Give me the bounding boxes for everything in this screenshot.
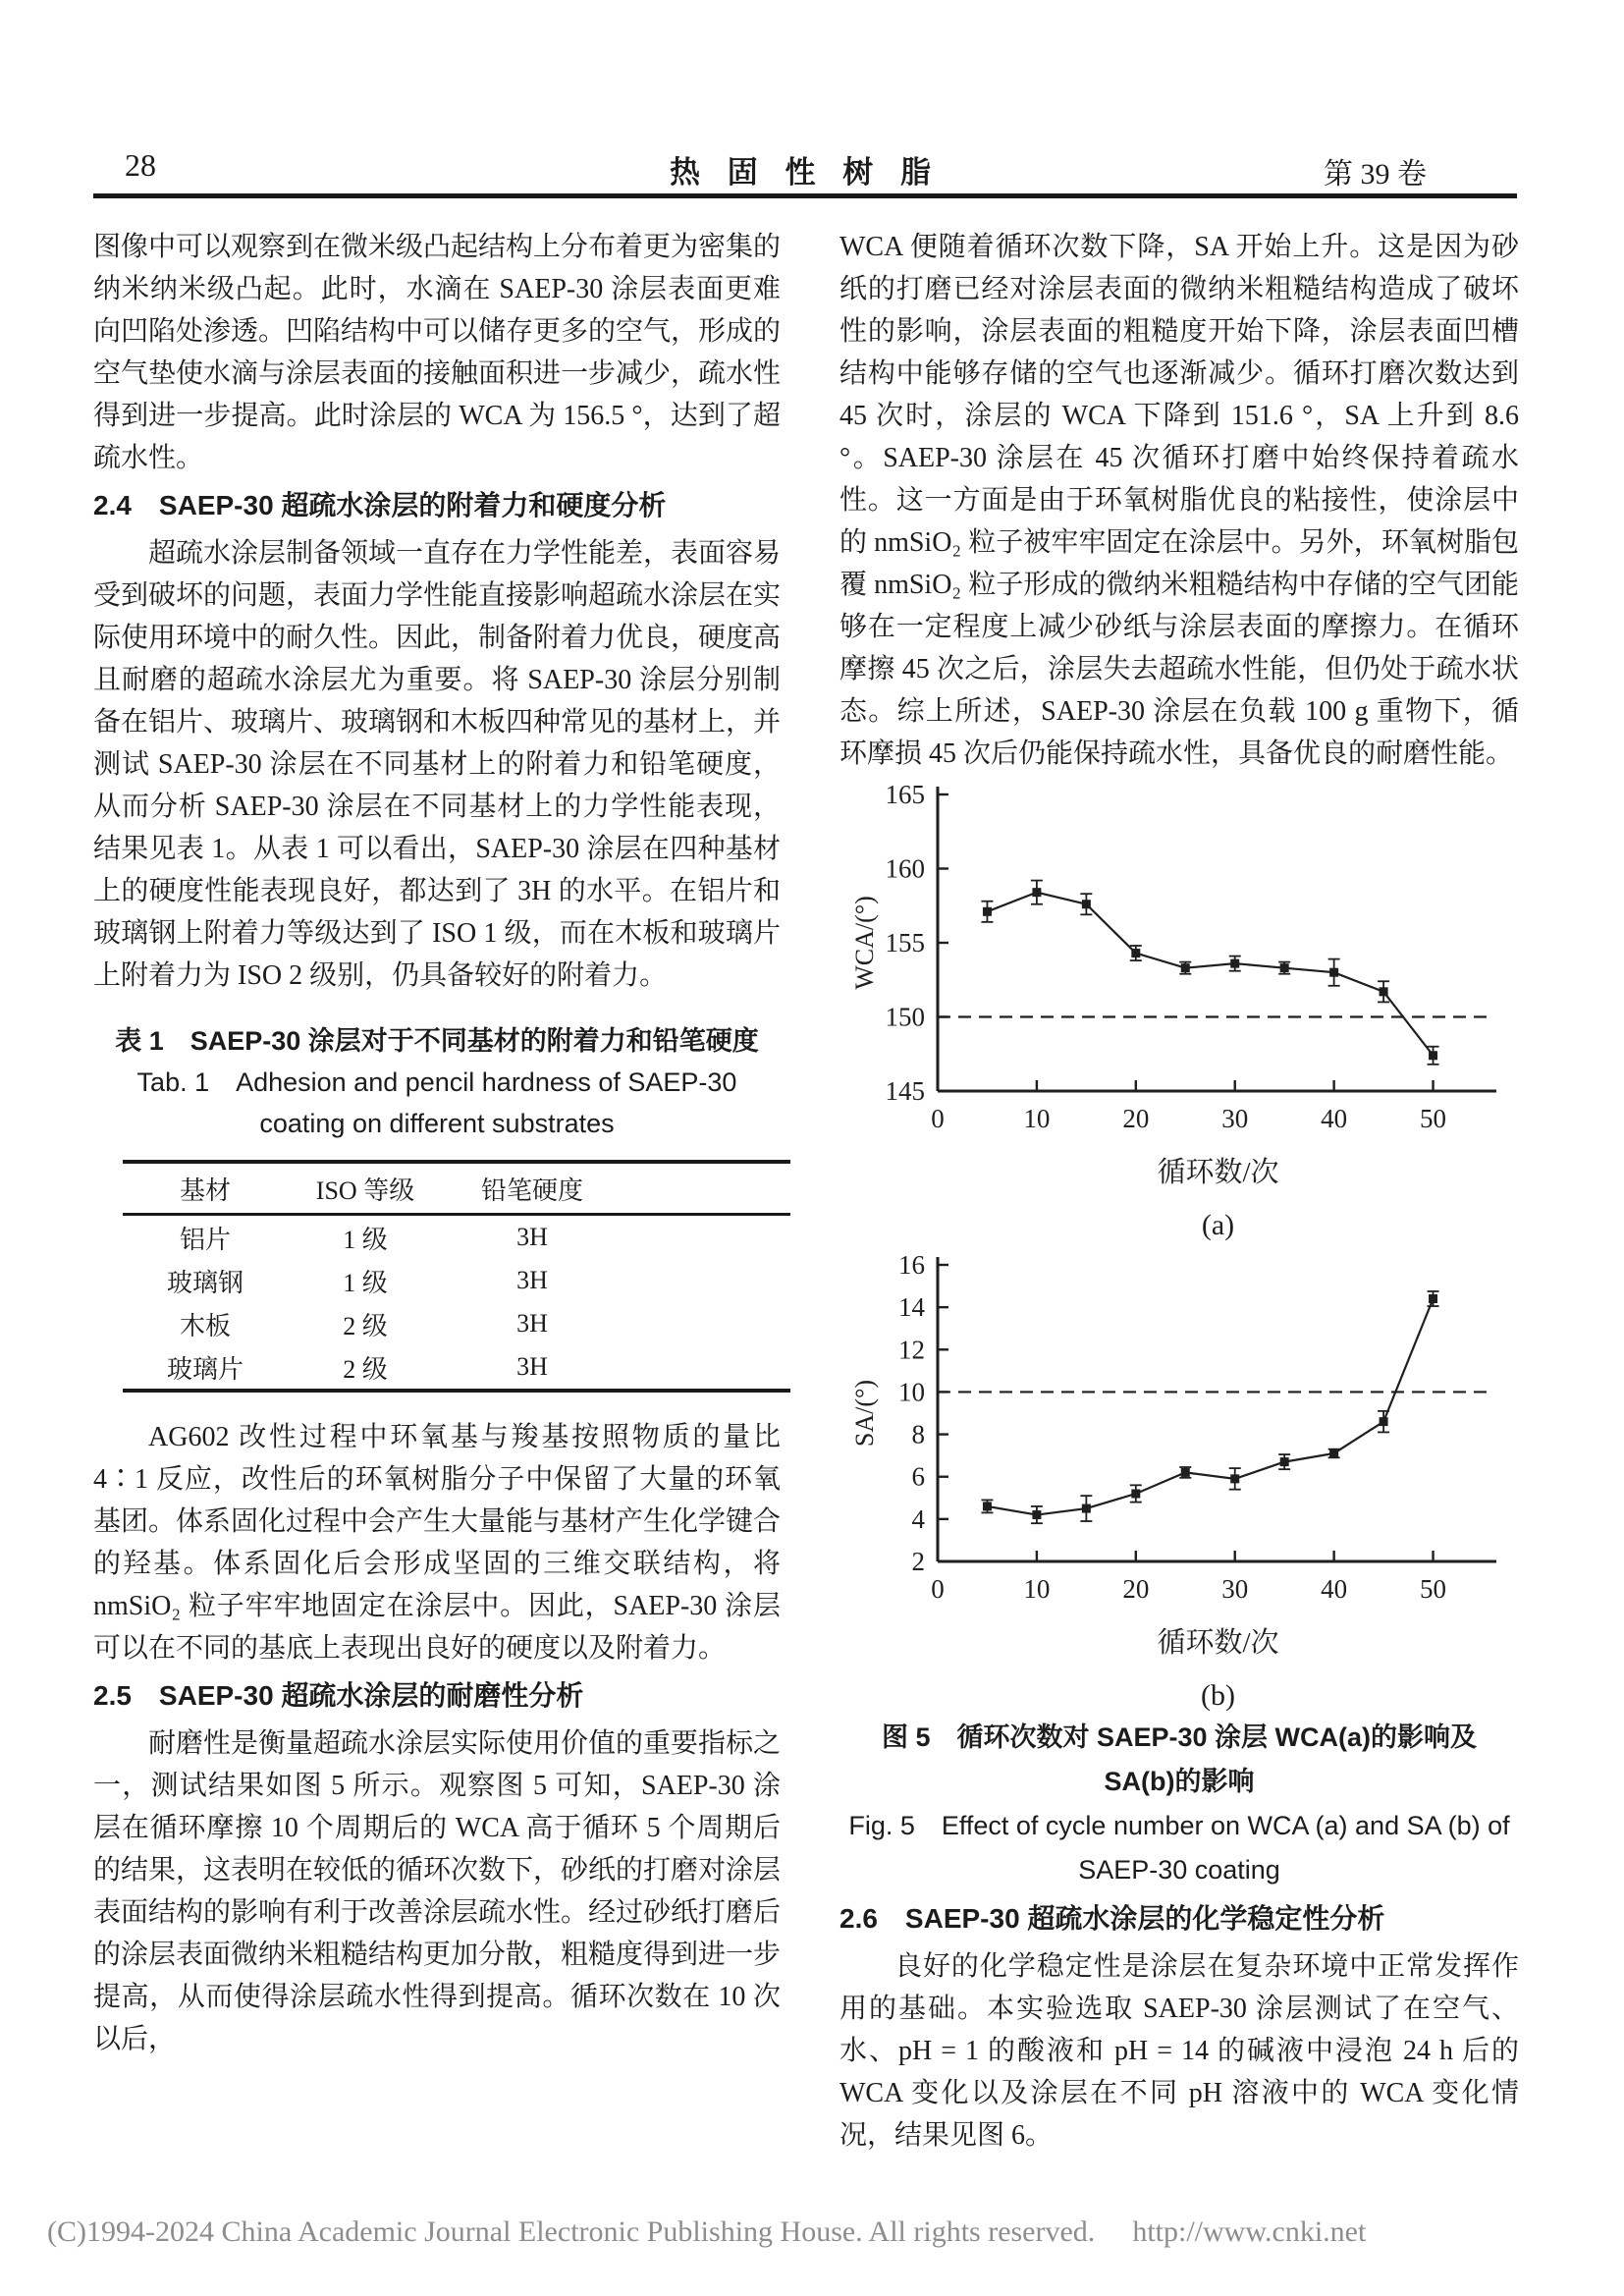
table1-cell: 1 级 <box>343 1268 388 1297</box>
paragraph-2-6: 良好的化学稳定性是涂层在复杂环境中正常发挥作用的基础。本实验选取 SAEP-30 涂层测试了在空气、水、pH = 1 的酸液和 pH = 14 的碱液中浸泡 24 h 后的 WCA 变化以及涂层在不同 pH 溶液中的 WCA 变化情况，结果见图 6。 <box>839 1951 1520 2151</box>
svg-text:40: 40 <box>1321 1104 1348 1133</box>
table1-cell: 木板 <box>179 1311 231 1340</box>
table1-cell: 3H <box>516 1266 548 1294</box>
svg-text:160: 160 <box>885 853 925 884</box>
svg-text:10: 10 <box>898 1377 925 1407</box>
table1-cell: 2 级 <box>343 1354 388 1384</box>
section-heading-2-6: 2.6 SAEP-30 超疏水涂层的化学稳定性分析 <box>839 1903 1385 1934</box>
table1-cell: 3H <box>516 1223 548 1251</box>
table-row <box>123 1259 790 1302</box>
table1-cell: 玻璃片 <box>166 1354 244 1384</box>
table1-header-filler <box>622 1162 790 1215</box>
paragraph-intro: 图像中可以观察到在微米级凸起结构上分布着更为密集的纳米纳米级凸起。此时，水滴在 SAEP-30 涂层表面更难向凹陷处渗透。凹陷结构中可以储存更多的空气，形成的空气垫使水滴与涂层表面的接触面积进一步减少，疏水性得到进一步提高。此时涂层的 WCA 为 156.5 °，达到了超疏水性。 <box>93 232 782 473</box>
table-row <box>123 1302 790 1345</box>
svg-text:40: 40 <box>1321 1574 1348 1604</box>
table1-cell: 1 级 <box>343 1225 388 1254</box>
table1-caption-en-line1: Tab. 1 Adhesion and pencil hardness of SAEP-30 <box>136 1067 737 1097</box>
table1-header-iso: ISO 等级 <box>288 1162 443 1215</box>
svg-text:循环数/次: 循环数/次 <box>1157 1627 1279 1659</box>
svg-text:165: 165 <box>885 780 925 809</box>
svg-text:0: 0 <box>931 1104 945 1133</box>
svg-text:SA/(°): SA/(°) <box>850 1379 879 1448</box>
footer-copyright: (C)1994-2024 China Academic Journal Electronic Publishing House. All rights reserved. <box>47 2215 1096 2248</box>
svg-text:6: 6 <box>911 1461 925 1492</box>
table1-caption-zh: 表 1 SAEP-30 涂层对于不同基材的附着力和铅笔硬度 <box>115 1026 759 1056</box>
table1-cell: 铝片 <box>179 1225 231 1254</box>
table-row <box>123 1215 790 1260</box>
paragraph-2-4: 超疏水涂层制备领域一直存在力学性能差，表面容易受到破坏的问题，表面力学性能直接影响超疏水涂层在实际使用环境中的耐久性。因此，制备附着力优良，硬度高且耐磨的超疏水涂层尤为重要。将 SAEP-30 涂层分别制备在铝片、玻璃片、玻璃钢和木板四种常见的基材上，并测试 SAEP-30 涂层在不同基材上的附着力和铅笔硬度，从而分析 SAEP-30 涂层在不同基材上的力学性能表现，结果见表 1。从表 1 可以看出，SAEP-30 涂层在四种基材上的硬度性能表现良好，都达到了 3H 的水平。在铝片和玻璃钢上附着力等级达到了 ISO 1 级，而在木板和玻璃片上附着力为 ISO 2 级别，仍具备较好的附着力。 <box>93 538 782 991</box>
svg-text:20: 20 <box>1122 1104 1150 1133</box>
page-number: 28 <box>125 147 156 183</box>
table1-cell: 3H <box>516 1309 548 1338</box>
figure5-caption-en-line2: SAEP-30 coating <box>1078 1855 1280 1885</box>
table1-header-hardness: 铅笔硬度 <box>443 1162 622 1215</box>
svg-text:20: 20 <box>1122 1574 1150 1604</box>
footer-url: http://www.cnki.net <box>1132 2215 1367 2248</box>
svg-text:145: 145 <box>885 1076 925 1106</box>
svg-text:4: 4 <box>911 1503 925 1534</box>
svg-text:10: 10 <box>1023 1104 1051 1133</box>
table1-caption-en-line2: coating on different substrates <box>259 1109 615 1138</box>
volume-label: 第 39 卷 <box>1324 158 1427 191</box>
page-header <box>93 145 1517 191</box>
svg-text:12: 12 <box>898 1335 925 1365</box>
table1-cell: 3H <box>516 1352 548 1381</box>
svg-text:50: 50 <box>1420 1574 1447 1604</box>
table1-header-substrate: 基材 <box>123 1162 288 1215</box>
right-column <box>839 226 1519 2157</box>
svg-text:(b): (b) <box>1201 1679 1235 1711</box>
svg-text:50: 50 <box>1420 1104 1447 1133</box>
svg-text:150: 150 <box>885 1002 925 1032</box>
sa-line-chart <box>839 1249 1519 1716</box>
table1-cell-filler <box>622 1259 790 1302</box>
wca-line-chart <box>839 779 1519 1245</box>
paragraph-ag602: AG602 改性过程中环氧基与羧基按照物质的量比 4∶1 反应，改性后的环氧树脂分子中保留了大量的环氧基团。体系固化过程中会产生大量能与基材产生化学键合的羟基。体系固化后会形成坚固的三维交联结构，将 nmSiO₂ 粒子牢牢地固定在涂层中。因此，SAEP-30 涂层可以在不同的基底上表现出良好的硬度以及附着力。 <box>93 1422 782 1664</box>
svg-text:2: 2 <box>911 1547 925 1576</box>
svg-text:10: 10 <box>1023 1574 1051 1604</box>
svg-text:14: 14 <box>898 1292 925 1323</box>
svg-text:0: 0 <box>931 1574 945 1604</box>
svg-text:(a): (a) <box>1201 1209 1235 1240</box>
figure5-caption-zh-line1: 图 5 循环次数对 SAEP-30 涂层 WCA(a)的影响及 <box>881 1722 1478 1752</box>
svg-text:WCA/(°): WCA/(°) <box>850 896 879 990</box>
table1-cell: 2 级 <box>343 1311 388 1340</box>
table1-cell-filler <box>622 1302 790 1345</box>
svg-text:16: 16 <box>898 1250 925 1280</box>
table-row <box>123 1345 790 1391</box>
section-heading-2-5: 2.5 SAEP-30 超疏水涂层的耐磨性分析 <box>93 1680 584 1711</box>
header-rule <box>93 193 1517 198</box>
svg-text:循环数/次: 循环数/次 <box>1157 1157 1279 1188</box>
svg-text:155: 155 <box>885 928 925 957</box>
figure5-caption-en-line1: Fig. 5 Effect of cycle number on WCA (a) and SA (b) of <box>848 1811 1510 1840</box>
paragraph-2-5: 耐磨性是衡量超疏水涂层实际使用价值的重要指标之一，测试结果如图 5 所示。观察图 5 可知，SAEP-30 涂层在循环摩擦 10 个周期后的 WCA 高于循环 5 个周期后的结果，这表明在较低的循环次数下，砂纸的打磨对涂层表面结构的影响有利于改善涂层疏水性。经过砂纸打磨后的涂层表面微纳米粗糙结构更加分散，粗糙度得到进一步提高，从而使得涂层疏水性得到提高。循环次数在 10 次以后， <box>93 1728 782 2054</box>
svg-text:8: 8 <box>911 1419 925 1449</box>
paragraph-continuation: WCA 便随着循环次数下降，SA 开始上升。这是因为砂纸的打磨已经对涂层表面的微纳米粗糙结构造成了破坏性的影响，涂层表面的粗糙度开始下降，涂层表面凹槽结构中能够存储的空气也逐渐减少。循环打磨次数达到 45 次时，涂层的 WCA 下降到 151.6 °，SA 上升到 8.6 °。SAEP-30 涂层在 45 次循环打磨中始终保持着疏水性。这一方面是由于环氧树脂优良的粘接性，使涂层中的 nmSiO₂ 粒子被牢牢固定在涂层中。另外，环氧树脂包覆 nmSiO₂ 粒子形成的微纳米粗糙结构中存储的空气团能够在一定程度上减少砂纸与涂层表面的摩擦力。在循环摩擦 45 次之后，涂层失去超疏水性能，但仍处于疏水状态。综上所述，SAEP-30 涂层在负载 100 g 重物下，循环摩损 45 次后仍能保持疏水性，具备优良的耐磨性能。 <box>839 232 1519 769</box>
table1-cell-filler <box>622 1345 790 1391</box>
table1 <box>123 1160 790 1393</box>
section-heading-2-4: 2.4 SAEP-30 超疏水涂层的附着力和硬度分析 <box>93 490 667 520</box>
table1-header-row <box>123 1162 790 1215</box>
left-column <box>93 226 781 2060</box>
svg-text:30: 30 <box>1221 1104 1249 1133</box>
page-footer <box>47 2215 1598 2249</box>
table1-cell: 玻璃钢 <box>166 1268 244 1297</box>
svg-text:30: 30 <box>1221 1574 1249 1604</box>
table1-cell-filler <box>622 1215 790 1260</box>
journal-title: 热 固 性 树 脂 <box>670 155 941 190</box>
figure5-caption-zh-line2: SA(b)的影响 <box>1104 1767 1255 1796</box>
